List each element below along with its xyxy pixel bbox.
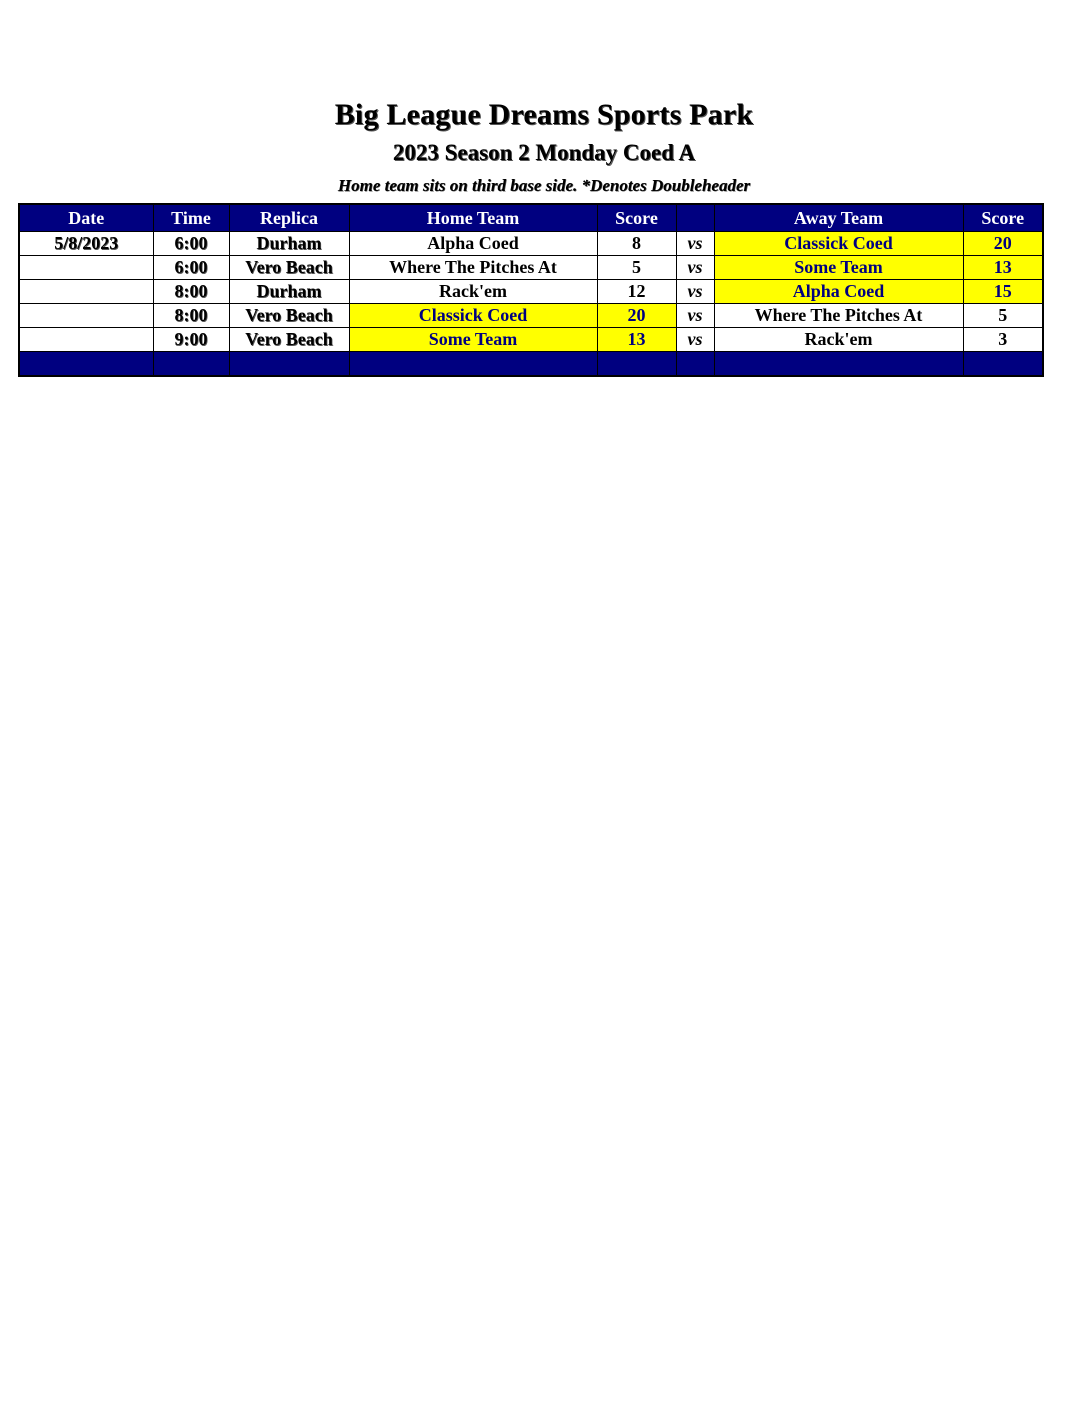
footer-cell xyxy=(963,352,1043,377)
home-score: 8 xyxy=(597,232,676,256)
home-team: Rack'em xyxy=(349,280,597,304)
footer-cell xyxy=(349,352,597,377)
home-score: 5 xyxy=(597,256,676,280)
away-score: 20 xyxy=(963,232,1043,256)
schedule-table xyxy=(18,203,1044,377)
page-title: Big League Dreams Sports Park xyxy=(334,98,754,131)
table-row xyxy=(19,328,1043,352)
vs-label: vs xyxy=(676,280,714,304)
vs-label: vs xyxy=(676,232,714,256)
home-team: Alpha Coed xyxy=(349,232,597,256)
table-row xyxy=(19,256,1043,280)
schedule-note: Home team sits on third base side. *Denotes Doubleheader xyxy=(337,176,751,195)
game-date xyxy=(19,304,153,328)
game-date xyxy=(19,328,153,352)
game-time: 6:00 xyxy=(153,232,229,256)
away-team: Rack'em xyxy=(714,328,963,352)
game-replica: Durham xyxy=(229,232,349,256)
footer-cell xyxy=(153,352,229,377)
game-replica: Vero Beach xyxy=(229,328,349,352)
game-time: 8:00 xyxy=(153,280,229,304)
game-time: 6:00 xyxy=(153,256,229,280)
column-header-replica: Replica xyxy=(229,204,349,232)
vs-label: vs xyxy=(676,304,714,328)
footer-cell xyxy=(19,352,153,377)
table-row xyxy=(19,304,1043,328)
table-row xyxy=(19,232,1043,256)
game-date xyxy=(19,280,153,304)
table-row xyxy=(19,280,1043,304)
home-score: 20 xyxy=(597,304,676,328)
footer-cell xyxy=(229,352,349,377)
away-team: Some Team xyxy=(714,256,963,280)
footer-cell xyxy=(714,352,963,377)
away-score: 15 xyxy=(963,280,1043,304)
vs-label: vs xyxy=(676,256,714,280)
game-replica: Durham xyxy=(229,280,349,304)
column-header-away-score: Score xyxy=(963,204,1043,232)
vs-label: vs xyxy=(676,328,714,352)
footer-cell xyxy=(597,352,676,377)
page-subtitle: 2023 Season 2 Monday Coed A xyxy=(392,140,696,165)
home-score: 12 xyxy=(597,280,676,304)
column-header-away-team: Away Team xyxy=(714,204,963,232)
column-header-home-score: Score xyxy=(597,204,676,232)
home-team: Classick Coed xyxy=(349,304,597,328)
home-team: Where The Pitches At xyxy=(349,256,597,280)
game-date: 5/8/2023 xyxy=(19,232,153,256)
game-time: 8:00 xyxy=(153,304,229,328)
footer-cell xyxy=(676,352,714,377)
away-team: Classick Coed xyxy=(714,232,963,256)
table-footer-row xyxy=(19,352,1043,377)
table-header-row xyxy=(19,204,1043,232)
away-team: Alpha Coed xyxy=(714,280,963,304)
column-header-date: Date xyxy=(19,204,153,232)
column-header-vs xyxy=(676,204,714,232)
game-time: 9:00 xyxy=(153,328,229,352)
game-date xyxy=(19,256,153,280)
column-header-home-team: Home Team xyxy=(349,204,597,232)
away-score: 3 xyxy=(963,328,1043,352)
column-header-time: Time xyxy=(153,204,229,232)
game-replica: Vero Beach xyxy=(229,256,349,280)
away-score: 13 xyxy=(963,256,1043,280)
away-team: Where The Pitches At xyxy=(714,304,963,328)
home-score: 13 xyxy=(597,328,676,352)
home-team: Some Team xyxy=(349,328,597,352)
game-replica: Vero Beach xyxy=(229,304,349,328)
away-score: 5 xyxy=(963,304,1043,328)
